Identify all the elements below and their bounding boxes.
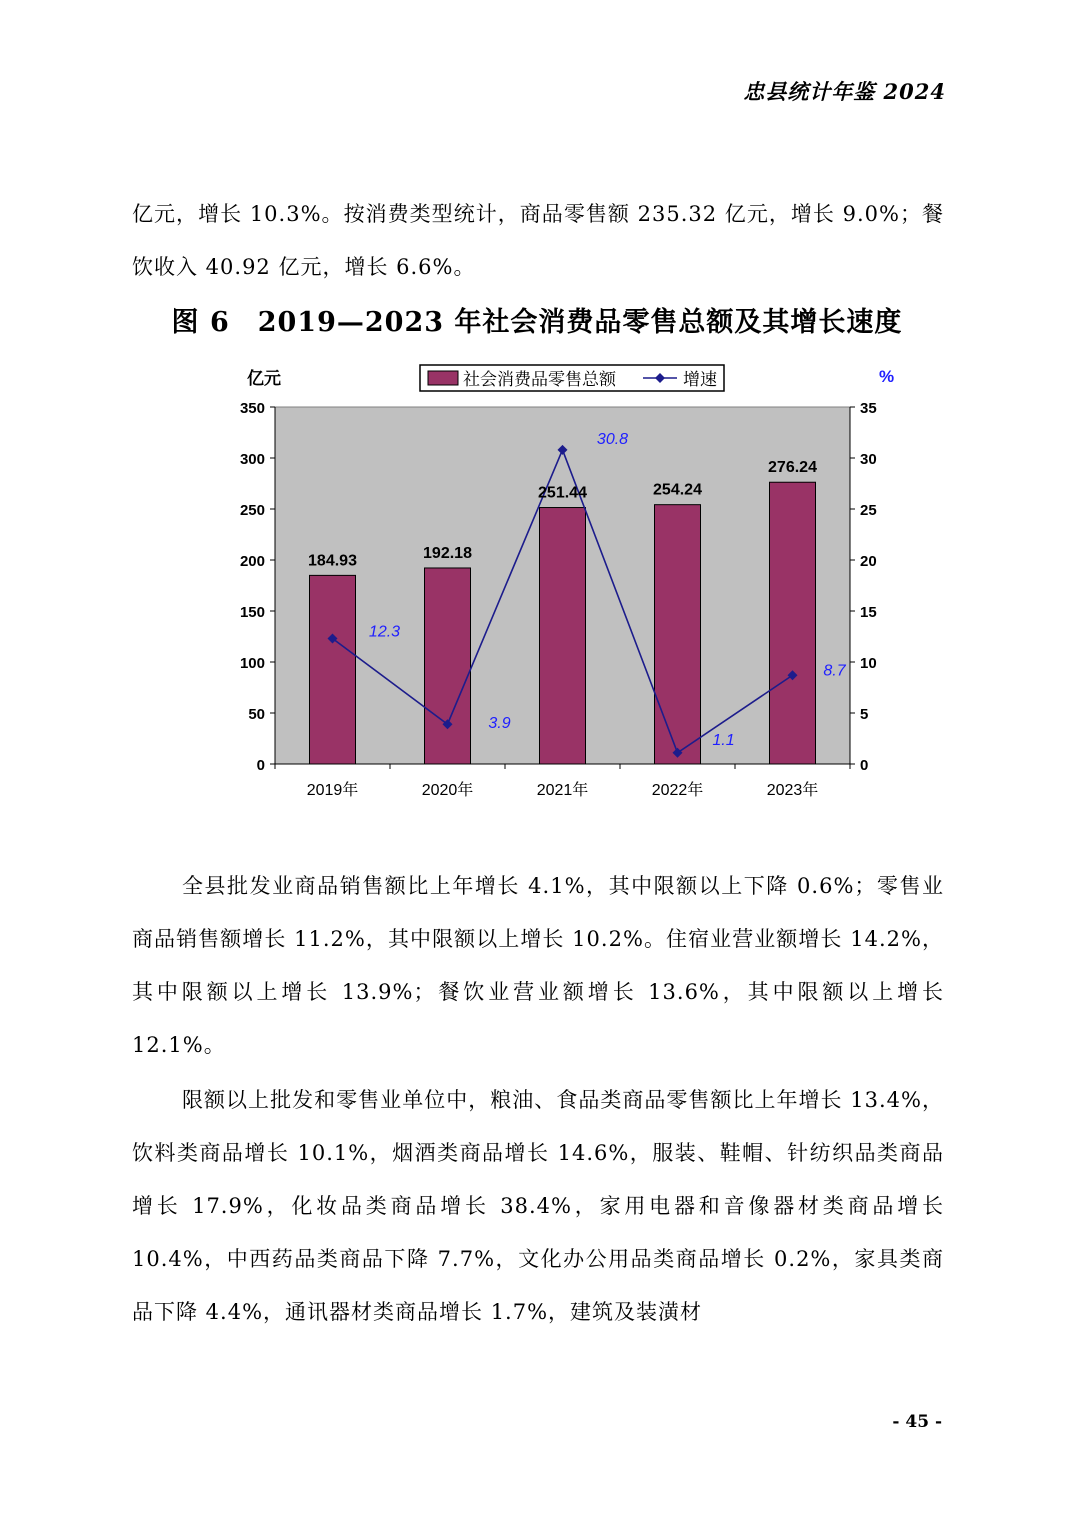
page-number: - 45 - — [892, 1412, 942, 1432]
growth-value-label: 12.3 — [368, 623, 401, 641]
retail-sales-chart — [225, 355, 925, 815]
y-tick-label: 200 — [239, 553, 265, 570]
yearbook-header: 忠县统计年鉴 2024 — [743, 79, 946, 104]
x-tick-label: 2023年 — [766, 782, 819, 799]
legend-line-label: 增速 — [683, 370, 717, 389]
bar-2020年 — [425, 568, 471, 764]
chart-legend — [420, 365, 724, 391]
y2-tick-label: 25 — [860, 502, 877, 519]
bar-value-label: 254.24 — [653, 481, 702, 499]
figure-title: 图 6 2019—2023 年社会消费品零售总额及其增长速度 — [171, 307, 903, 338]
bar-value-label: 251.44 — [538, 484, 587, 502]
y2-tick-label: 20 — [860, 553, 877, 570]
bar-value-label: 184.93 — [308, 552, 357, 570]
y2-tick-label: 35 — [860, 400, 877, 417]
paragraph-commodity-categories: 限额以上批发和零售业单位中，粮油、食品类商品零售额比上年增长 13.4%，饮料类商品增长 10.1%，烟酒类商品增长 14.6%，服装、鞋帽、针纺织品类商品增长 17.9%，化妆品类商品增长 38.4%，家用电器和音像器材类商品增长 10.4%，中西药品类商品下降 7.7%，文化办公用品类商品增长 0.2%，家具类商品下降 4.4%，通讯器材类商品增长 1.7%，建筑及装潢材 — [132, 1088, 944, 1324]
bar-2019年 — [310, 575, 356, 764]
x-tick-label: 2019年 — [306, 782, 359, 799]
y-tick-label: 250 — [239, 502, 265, 519]
x-tick-label: 2021年 — [536, 782, 589, 799]
y2-tick-label: 0 — [860, 757, 869, 774]
y-tick-label: 100 — [239, 655, 265, 672]
y-axis-unit: 亿元 — [247, 369, 281, 388]
bar-value-label: 192.18 — [423, 544, 472, 562]
growth-value-label: 3.9 — [488, 715, 511, 733]
y-tick-label: 350 — [239, 400, 265, 417]
y2-axis-unit: % — [879, 367, 895, 386]
bar-2022年 — [655, 505, 701, 764]
y-tick-label: 50 — [248, 706, 265, 723]
bar-value-label: 276.24 — [768, 459, 817, 477]
x-tick-label: 2020年 — [421, 782, 474, 799]
y-tick-label: 0 — [256, 757, 265, 774]
y2-tick-label: 10 — [860, 655, 877, 672]
y2-tick-label: 5 — [860, 706, 869, 723]
growth-value-label: 1.1 — [712, 731, 735, 749]
legend-bar-label: 社会消费品零售总额 — [463, 370, 616, 389]
y-tick-label: 300 — [239, 451, 265, 468]
paragraph-consumption-type: 亿元，增长 10.3%。按消费类型统计，商品零售额 235.32 亿元，增长 9.0%；餐饮收入 40.92 亿元，增长 6.6%。 — [132, 202, 944, 279]
bar-2021年 — [540, 508, 586, 764]
x-tick-label: 2022年 — [651, 782, 704, 799]
chart-svg — [225, 355, 925, 815]
growth-value-label: 30.8 — [596, 430, 629, 448]
growth-value-label: 8.7 — [823, 662, 846, 680]
y2-tick-label: 30 — [860, 451, 877, 468]
y2-tick-label: 15 — [860, 604, 877, 621]
paragraph-wholesale-retail: 全县批发业商品销售额比上年增长 4.1%，其中限额以上下降 0.6%；零售业商品销售额增长 11.2%，其中限额以上增长 10.2%。住宿业营业额增长 14.2%，其中限额以上增长 13.9%；餐饮业营业额增长 13.6%，其中限额以上增长 12.1%。 — [132, 874, 944, 1057]
bar-2023年 — [770, 482, 816, 764]
y-tick-label: 150 — [239, 604, 265, 621]
